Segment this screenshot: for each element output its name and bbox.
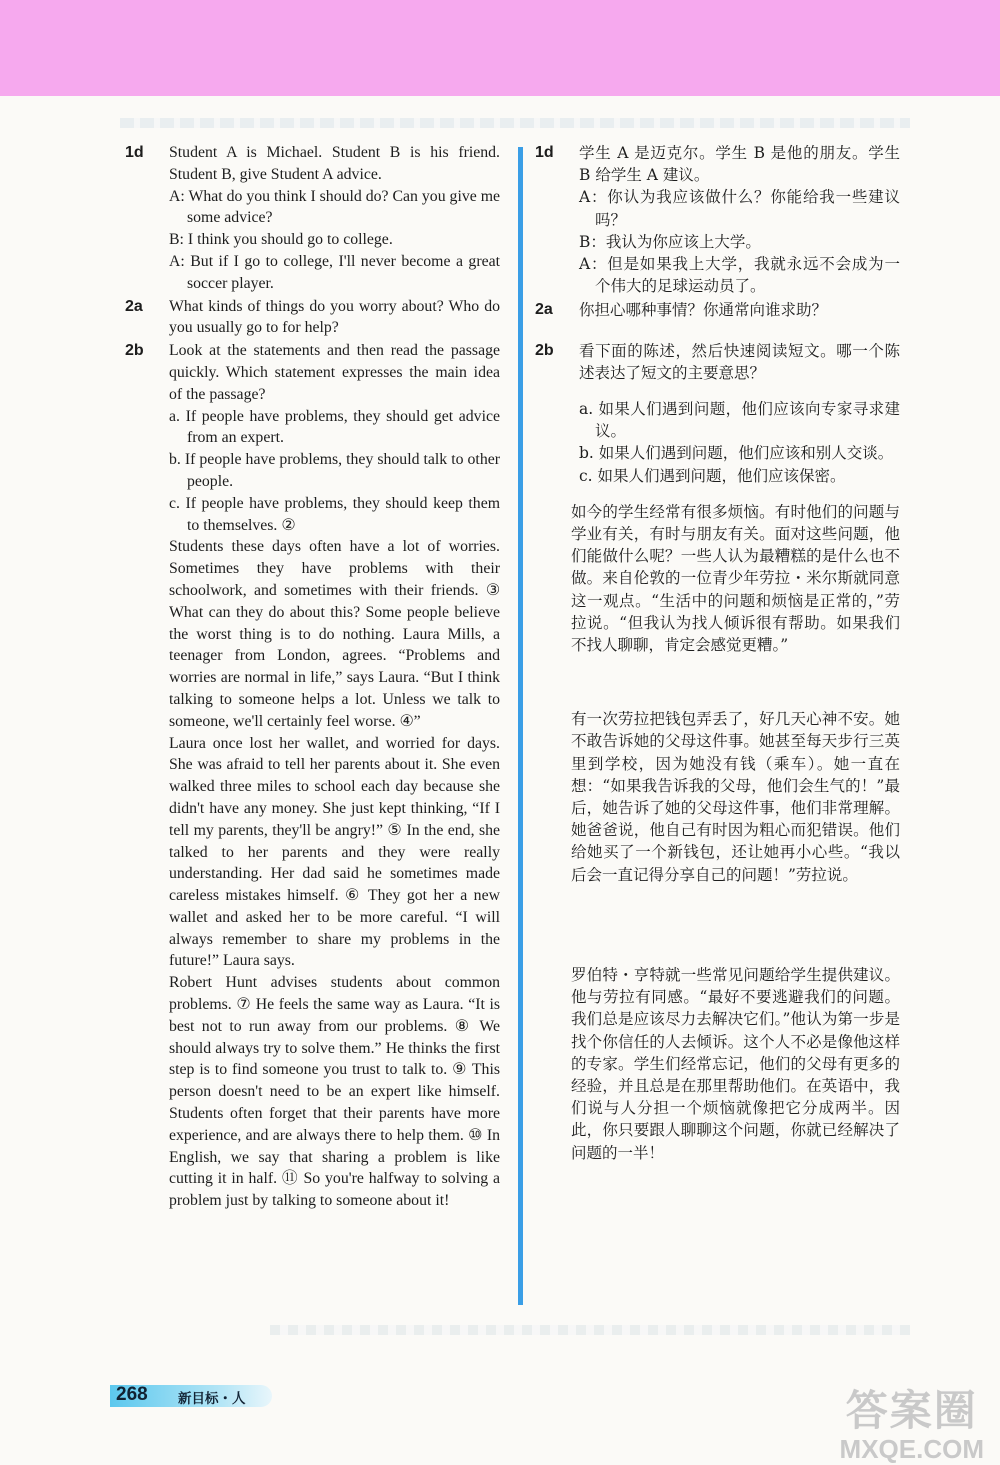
passage-paragraph-2: Laura once lost her wallet, and worried for days. She was afraid to tell her parents about it. She even walked three miles to school each day because she didn't have any money. She just kept thinking, “If I tell my parents, they'll be angry!” ⑤ In the end, she talked to her parents and they were really understanding. Her dad said he sometimes made careless mistakes himself. ⑥ They got her a new wallet and asked her to be more careful. “I will always remember to share my problems in the future!” Laura says.	[169, 734, 500, 970]
section-intro: 看下面的陈述，然后快速阅读短文。哪一个陈述表达了短文的主要意思？	[579, 341, 900, 382]
section-label: 2b	[125, 342, 144, 360]
dialogue-line: A: What do you think I should do? Can you give me some advice?	[169, 187, 500, 227]
dialogue-line: B：我认为你应该上大学。	[579, 232, 761, 251]
option-c: c. If people have problems, they should keep them to themselves. ②	[169, 494, 500, 534]
dialogue-line: A: But if I go to college, I'll never become a great soccer player.	[169, 252, 500, 292]
section-2b-cn	[535, 340, 900, 487]
decorative-stripe-bottom	[270, 1325, 910, 1335]
section-2a-en	[125, 296, 500, 340]
section-intro: Look at the statements and then read the passage quickly. Which statement expresses the main idea of the passage?	[169, 342, 500, 403]
option-b: b. 如果人们遇到问题，他们应该和别人交谈。	[579, 444, 894, 463]
section-1d-en	[125, 142, 500, 295]
watermark-url: MXQE.COM	[839, 1434, 984, 1464]
section-2b-en	[125, 340, 500, 1212]
header-bar	[0, 0, 1000, 96]
section-label: 2a	[535, 301, 553, 319]
book-label: 新目标・人	[178, 1391, 246, 1407]
section-text: 你担心哪种事情？你通常向谁求助？	[579, 301, 828, 320]
passage-paragraph-3: Robert Hunt advises students about common problems. ⑦ He feels the same way as Laura. “It is best not to run away from our problems. ⑧ We should always try to solve them.” He thinks the first step is to find someone you trust to talk to. ⑨ This person doesn't need to be an expert like himself. Students often forget that their parents have more experience, and are always there to help them. ⑩ In English, we say that sharing a problem is like cutting it in half. ⑪ So you're halfway to solving a problem just by talking to someone about it!	[169, 974, 500, 1210]
section-label: 1d	[535, 144, 554, 161]
english-column	[125, 142, 500, 1212]
section-intro: Student A is Michael. Student B is his friend. Student B, give Student A advice.	[169, 144, 500, 183]
option-c: c. 如果人们遇到问题，他们应该保密。	[579, 466, 846, 485]
column-divider	[518, 147, 523, 1305]
section-1d-cn	[535, 142, 900, 297]
watermark-brand: 答案圈	[845, 1386, 978, 1435]
translation-paragraph-2: 有一次劳拉把钱包弄丢了，好几天心神不安。她不敢告诉她的父母这件事。她甚至每天步行三英里到学校，因为她没有钱（乘车）。她一直在想：“如果我告诉我的父母，他们会生气的！”最后，她告诉了她的父母这件事，他们非常理解。她爸爸说，他自己有时因为粗心而犯错误。他们给她买了一个新钱包，还让她再小心些。“我以后会一直记得分享自己的问题！”劳拉说。	[571, 710, 900, 884]
dialogue-line: A：但是如果我上大学，我就永远不会成为一个伟大的足球运动员了。	[579, 255, 900, 296]
page-number: 268	[116, 1384, 148, 1405]
option-a: a. If people have problems, they should get advice from an expert.	[169, 407, 500, 447]
section-label: 2a	[125, 297, 143, 315]
option-a: a. 如果人们遇到问题，他们应该向专家寻求建议。	[579, 400, 900, 441]
translation-paragraph-3: 罗伯特・亨特就一些常见问题给学生提供建议。他与劳拉有同感。“最好不要逃避我们的问题。我们总是应该尽力去解决它们。”他认为第一步是找个你信任的人去倾诉。这个人不必是像他这样的专家。学生们经常忘记，他们的父母有更多的经验，并且总是在那里帮助他们。在英语中，我们说与人分担一个烦恼就像把它分成两半。因此，你只要跟人聊聊这个问题，你就已经解决了问题的一半！	[571, 965, 900, 1162]
section-label: 1d	[125, 144, 144, 161]
section-text: What kinds of things do you worry about? Who do you usually go to for help?	[169, 297, 500, 337]
section-2a-cn	[535, 299, 900, 321]
section-label: 2b	[535, 341, 554, 359]
dialogue-line: A：你认为我应该做什么？你能给我一些建议吗？	[579, 188, 900, 229]
option-b: b. If people have problems, they should talk to other people.	[169, 451, 500, 490]
section-intro: 学生 A 是迈克尔。学生 B 是他的朋友。学生 B 给学生 A 建议。	[579, 144, 900, 185]
passage-paragraph-1: Students these days often have a lot of worries. Sometimes they have problems with their schoolwork, and sometimes with their friends. ③ What can they do about this? Some people believe the worst thing is to do nothing. Laura Mills, a teenager from London, agrees. “Problems and worries are normal in life,” says Laura. “But I think talking to someone helps a lot. Unless we talk to someone, we'll certainly feel worse. ④”	[169, 538, 500, 730]
watermark	[840, 1378, 984, 1465]
decorative-stripe	[120, 118, 910, 128]
chinese-column	[535, 142, 900, 1164]
dialogue-line: B: I think you should go to college.	[169, 231, 393, 249]
translation-paragraph-1: 如今的学生经常有很多烦恼。有时他们的问题与学业有关，有时与朋友有关。面对这些问题，他们能做什么呢？一些人认为最糟糕的是什么也不做。来自伦敦的一位青少年劳拉・米尔斯就同意这一观点。“生活中的问题和烦恼是正常的，”劳拉说。“但我认为找人倾诉很有帮助。如果我们不找人聊聊，肯定会感觉更糟。”	[571, 502, 900, 655]
